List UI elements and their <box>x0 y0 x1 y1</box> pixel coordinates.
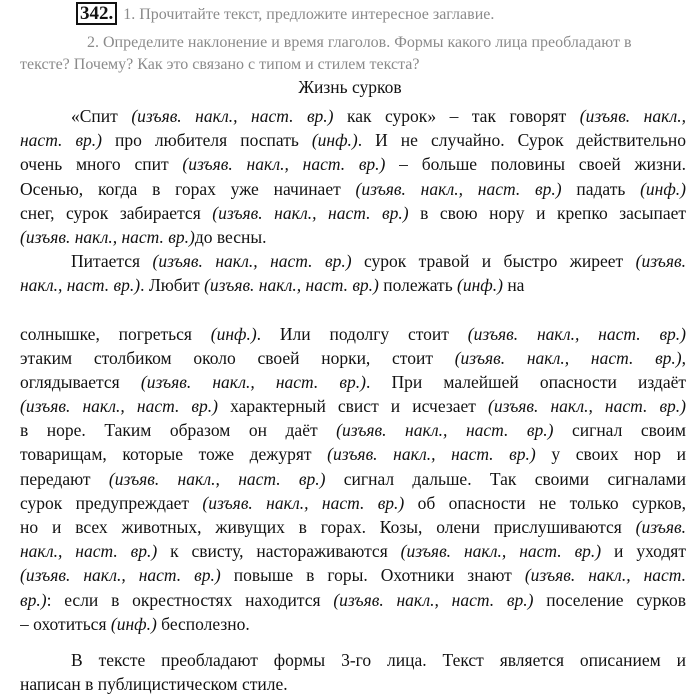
text-line <box>20 201 686 225</box>
text-line <box>20 672 686 696</box>
task-item-1 <box>76 2 494 26</box>
text-line <box>20 370 686 394</box>
paragraph <box>20 104 686 249</box>
grammar-annotation: (изъяв. накл., наст. вр.) <box>20 396 218 417</box>
text-title: Жизнь сурков <box>298 77 402 97</box>
grammar-annotation: (изъяв. накл., наст. вр.) <box>488 396 686 417</box>
text-segment: на <box>502 275 525 296</box>
text-segment: сигнал дальше. Так своими сигналами <box>325 468 686 489</box>
text-segment: этаким столбиком около своей норки, стоит <box>20 347 455 368</box>
paragraph <box>20 648 686 696</box>
text-line <box>20 515 686 539</box>
text-line <box>20 225 686 249</box>
grammar-annotation: (изъяв. накл., наст. вр.) <box>140 371 366 392</box>
text-line <box>20 418 686 442</box>
text-segment: . При малейшей опасности издаёт <box>365 371 686 392</box>
grammar-annotation: (изъяв. накл., наст. вр.) <box>108 468 326 489</box>
text-segment: солнышке, погреться <box>20 323 211 344</box>
grammar-annotation: наст. вр.) <box>20 130 102 151</box>
grammar-annotation: (изъяв. <box>635 517 686 537</box>
grammar-annotation: накл., наст. вр.) <box>20 541 158 562</box>
grammar-annotation: (изъяв. накл., наст. вр.) <box>212 202 409 223</box>
grammar-annotation: (изъяв. накл., наст. вр.) <box>182 154 386 175</box>
text-segment: оглядывается <box>20 371 141 392</box>
text-line <box>20 346 686 370</box>
text-segment: – охотиться <box>20 613 111 634</box>
text-segment: падать <box>561 178 641 199</box>
text-line <box>20 442 686 466</box>
text-line <box>20 128 686 152</box>
text-segment: повыше в горы. Охотники знают <box>220 565 525 586</box>
text-segment: снег, сурок забирается <box>20 202 213 223</box>
text-line <box>20 563 686 587</box>
text-segment: в норе. Таким образом он даёт <box>20 420 337 441</box>
text-segment: Осенью, когда в горах уже начинает <box>20 178 356 199</box>
text-segment: сурок травой и быстро жиреет <box>351 251 636 272</box>
grammar-annotation: (изъяв. накл., <box>579 106 686 126</box>
grammar-annotation: (изъяв. накл., наст. вр.) <box>202 492 405 513</box>
grammar-annotation: (инф.) <box>640 178 686 199</box>
text-segment: и уходят <box>601 541 686 562</box>
text-segment: сурок предупреждает <box>20 492 203 513</box>
text-segment: про любителя поспать <box>102 130 312 151</box>
grammar-annotation: (изъяв. накл., наст. вр.) <box>467 323 686 344</box>
text-segment: . И не случайно. Сурок действительно <box>357 130 686 151</box>
grammar-annotation: (изъяв. накл., наст. вр.) <box>400 541 602 562</box>
grammar-annotation: (изъяв. накл., наст. вр.) <box>327 444 536 465</box>
text-segment: В тексте преобладают формы 3-го лица. Текст является описанием и <box>71 649 686 670</box>
grammar-annotation: (инф.) <box>311 130 358 151</box>
text-line <box>20 394 686 418</box>
paragraph <box>20 249 686 297</box>
grammar-annotation: (инф.) <box>457 275 503 296</box>
text-segment: . Или подолгу стоит <box>256 323 468 344</box>
text-segment: но и всех животных, живущих в горах. Козы, олени прислушиваются <box>20 517 636 537</box>
text-segment: , <box>681 347 686 368</box>
text-segment: полежать <box>378 275 458 296</box>
grammar-annotation: (изъяв. накл., наст. вр.) <box>131 106 334 126</box>
text-line <box>20 491 686 515</box>
text-segment: . Любит <box>140 275 205 296</box>
text-line <box>20 249 686 273</box>
text-line <box>20 104 686 128</box>
text-body <box>20 104 686 696</box>
text-segment: : если в окрестностях находится <box>46 589 334 610</box>
grammar-annotation: накл., наст. вр.) <box>20 275 141 296</box>
text-line <box>20 648 686 672</box>
exercise-number: 342. <box>76 2 117 25</box>
grammar-annotation: (изъяв. накл., наст. <box>524 565 686 586</box>
text-segment: «Спит <box>71 106 132 126</box>
text-segment: поселение сурков <box>533 589 686 610</box>
text-line <box>20 588 686 612</box>
paragraph <box>20 322 686 636</box>
text-segment: сигнал своим <box>553 420 686 441</box>
grammar-annotation: (изъяв. накл., наст. вр.) <box>454 347 682 368</box>
text-segment: – больше половины своей жизни. <box>385 154 686 175</box>
text-line <box>20 539 686 563</box>
grammar-annotation: вр.) <box>20 589 47 610</box>
text-segment: очень много спит <box>20 154 183 175</box>
text-segment: у своих нор и <box>535 444 686 465</box>
grammar-annotation: (изъяв. накл., наст. вр.) <box>336 420 554 441</box>
grammar-annotation: (инф.) <box>210 323 257 344</box>
text-line <box>20 273 686 297</box>
grammar-annotation: (инф.) <box>110 613 157 634</box>
text-line <box>20 467 686 491</box>
grammar-annotation: (изъяв. накл., наст. вр.) <box>20 226 195 247</box>
text-line <box>20 322 686 346</box>
text-segment: характерный свист и исчезает <box>217 396 489 417</box>
text-segment: написан в публицистическом стиле. <box>20 674 288 695</box>
text-segment: в свою нору и крепко засыпает <box>408 202 686 223</box>
text-segment: к свисту, настораживаются <box>157 541 401 562</box>
text-segment: товарищам, которые тоже дежурят <box>20 444 328 465</box>
grammar-annotation: (изъяв. накл., наст. вр.) <box>355 178 562 199</box>
task-item-1-text: 1. Прочитайте текст, предложите интересное заглавие. <box>123 6 495 23</box>
grammar-annotation: (изъяв. накл., наст. вр.) <box>20 565 221 586</box>
task-item-2: 2. Определите наклонение и время глаголов. Формы какого лица преобладают в тексте? Почему? Как это связано с типом и стилем текста? <box>20 34 632 73</box>
text-segment: как сурок» – так говорят <box>333 106 580 126</box>
text-line <box>20 612 686 636</box>
grammar-annotation: (изъяв. накл., наст. вр.) <box>204 275 379 296</box>
text-segment: до весны. <box>194 226 267 247</box>
text-line <box>20 152 686 176</box>
grammar-annotation: (изъяв. <box>635 251 686 272</box>
text-line <box>20 177 686 201</box>
text-segment: Питается <box>71 251 153 272</box>
grammar-annotation: (изъяв. накл., наст. вр.) <box>152 251 352 272</box>
grammar-annotation: (изъяв. накл., наст. вр.) <box>333 589 534 610</box>
text-segment: бесполезно. <box>156 613 250 634</box>
text-segment: передают <box>20 468 109 489</box>
text-segment: об опасности не только сурков, <box>404 492 686 513</box>
